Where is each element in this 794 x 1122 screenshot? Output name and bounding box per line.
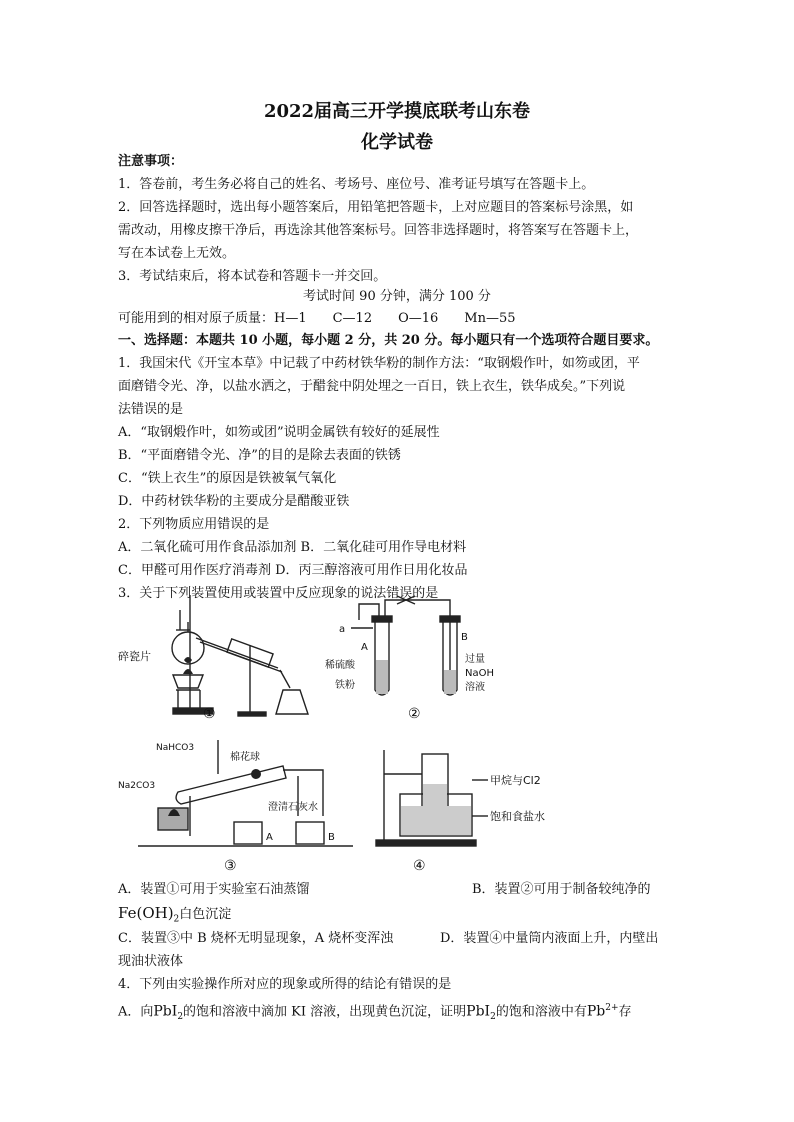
time-score: 考试时间 90 分钟，满分 100 分 bbox=[303, 289, 491, 304]
formula-subscript: 2 bbox=[490, 1011, 496, 1022]
q1-option-b: B．“平面磨错令光、净”的目的是除去表面的铁锈 bbox=[118, 448, 401, 463]
q3-option-b: B．装置②可用于制备较纯净的 bbox=[472, 882, 651, 897]
lead-ion-formula: Pb bbox=[586, 1003, 606, 1020]
charge-superscript: 2+ bbox=[605, 1003, 619, 1013]
notice-item: 1．答卷前，考生务必将自己的姓名、考场号、座位号、准考证号填写在答题卡上。 bbox=[118, 177, 595, 192]
fig4-brine-label: 饱和食盐水 bbox=[490, 810, 545, 823]
fig3-limewater-label: 澄清石灰水 bbox=[268, 802, 318, 813]
notice-item: 写在本试卷上无效。 bbox=[118, 246, 236, 261]
white-precipitate-text: 白色沉淀 bbox=[179, 907, 232, 922]
fig4-number: ④ bbox=[413, 858, 426, 874]
q3-option-d: D．装置④中量筒内液面上升，内壁出 bbox=[440, 931, 659, 946]
iron-hydroxide-formula: Fe(OH) bbox=[118, 904, 174, 922]
fig2-acid-label: 稀硫酸 bbox=[325, 660, 355, 671]
q3-option-b-cont bbox=[118, 903, 231, 930]
section-heading: 一、选择题：本题共 10 小题，每小题 2 分，共 20 分。每小题只有一个选项符合题目要求。 bbox=[118, 333, 659, 348]
fig1-porcelain-label: 碎瓷片 bbox=[118, 650, 151, 663]
fig2-tube-a: A bbox=[361, 642, 368, 653]
notice-item: 2．回答选择题时，选出每小题答案后，用铅笔把答题卡，上对应题目的答案标号涂黑，如 bbox=[118, 200, 634, 215]
notice-item: 需改动，用橡皮擦干净后，再选涂其他答案标号。回答非选择题时，将答案写在答题卡上， bbox=[118, 223, 639, 238]
fig2-number: ② bbox=[408, 706, 421, 722]
fig3-cotton-label: 棉花球 bbox=[230, 752, 260, 763]
notice-item: 3．考试结束后，将本试卷和答题卡一并交回。 bbox=[118, 269, 387, 284]
fig2-valve-a: a bbox=[339, 624, 346, 635]
fig2-tube-b: B bbox=[461, 632, 468, 643]
fig3-beaker-b: B bbox=[328, 832, 335, 843]
q1-stem: 面磨错令光、净，以盐水洒之，于醋瓮中阴处埋之一百日，铁上衣生，铁华成矣。”下列说 bbox=[118, 379, 626, 394]
fig4-gas-label: 甲烷与Cl2 bbox=[490, 774, 541, 787]
lead-iodide-formula: PbI bbox=[466, 1003, 491, 1020]
carbonate-heating-apparatus-figure bbox=[118, 736, 353, 854]
q4a-suffix: 存 bbox=[618, 1004, 632, 1020]
atomic-mass: 可能用到的相对原子质量：H—1 C—12 O—16 Mn—55 bbox=[118, 311, 516, 326]
q4-option-a bbox=[118, 998, 632, 1027]
fig2-iron-label: 铁粉 bbox=[335, 680, 355, 691]
q3-option-d-cont: 现油状液体 bbox=[118, 954, 184, 969]
exam-title: 2022届高三开学摸底联考山东卷 bbox=[263, 101, 531, 122]
fig2-naoh-label: NaOH bbox=[465, 668, 494, 679]
exam-subtitle: 化学试卷 bbox=[361, 132, 433, 153]
fig2-excess-label: 过量 bbox=[465, 654, 485, 665]
fig1-number: ① bbox=[203, 706, 216, 722]
q4-stem: 4．下列由实验操作所对应的现象或所得的结论有错误的是 bbox=[118, 977, 452, 992]
fig3-beaker-a: A bbox=[266, 832, 273, 843]
methane-chlorination-apparatus-figure bbox=[372, 744, 572, 854]
notice-heading: 注意事项： bbox=[118, 154, 184, 169]
fig3-na2co3-label: Na2CO3 bbox=[118, 781, 156, 791]
q4a-text: 的饱和溶液中有 bbox=[495, 1004, 587, 1020]
q4a-prefix: A．向 bbox=[118, 1004, 154, 1020]
fig3-number: ③ bbox=[224, 858, 237, 874]
q4a-text: 的饱和溶液中滴加 KI 溶液，出现黄色沉淀，证明 bbox=[183, 1004, 467, 1020]
q3-option-c: C．装置③中 B 烧杯无明显现象，A 烧杯变浑浊 bbox=[118, 931, 394, 946]
q1-stem: 法错误的是 bbox=[118, 402, 184, 417]
fig2-solution-label: 溶液 bbox=[465, 682, 485, 693]
q2-options-cd: C．甲醛可用作医疗消毒剂 D．丙三醇溶液可用作日用化妆品 bbox=[118, 563, 468, 578]
q3-stem: 3．关于下列装置使用或装置中反应现象的说法错误的是 bbox=[118, 586, 439, 601]
q2-stem: 2．下列物质应用错误的是 bbox=[118, 517, 270, 532]
q1-stem: 1．我国宋代《开宝本草》中记载了中药材铁华粉的制作方法：“取钢煅作叶，如笏或团，平 bbox=[118, 356, 640, 371]
lead-iodide-formula: PbI bbox=[153, 1003, 178, 1020]
formula-subscript: 2 bbox=[177, 1011, 184, 1022]
q3-option-a: A．装置①可用于实验室石油蒸馏 bbox=[118, 882, 310, 897]
q1-option-a: A．“取钢煅作叶，如笏或团”说明金属铁有较好的延展性 bbox=[118, 425, 440, 440]
formula-subscript: 2 bbox=[173, 914, 180, 925]
q2-options-ab: A．二氧化硫可用作食品添加剂 B．二氧化硅可用作导电材料 bbox=[118, 540, 467, 555]
distillation-apparatus-figure bbox=[118, 590, 318, 735]
fig3-nahco3-label: NaHCO3 bbox=[156, 743, 195, 753]
iron-hydroxide-apparatus-figure bbox=[325, 590, 515, 708]
q1-option-d: D．中药材铁华粉的主要成分是醋酸亚铁 bbox=[118, 494, 350, 509]
q1-option-c: C．“铁上衣生”的原因是铁被氧气氧化 bbox=[118, 471, 337, 486]
